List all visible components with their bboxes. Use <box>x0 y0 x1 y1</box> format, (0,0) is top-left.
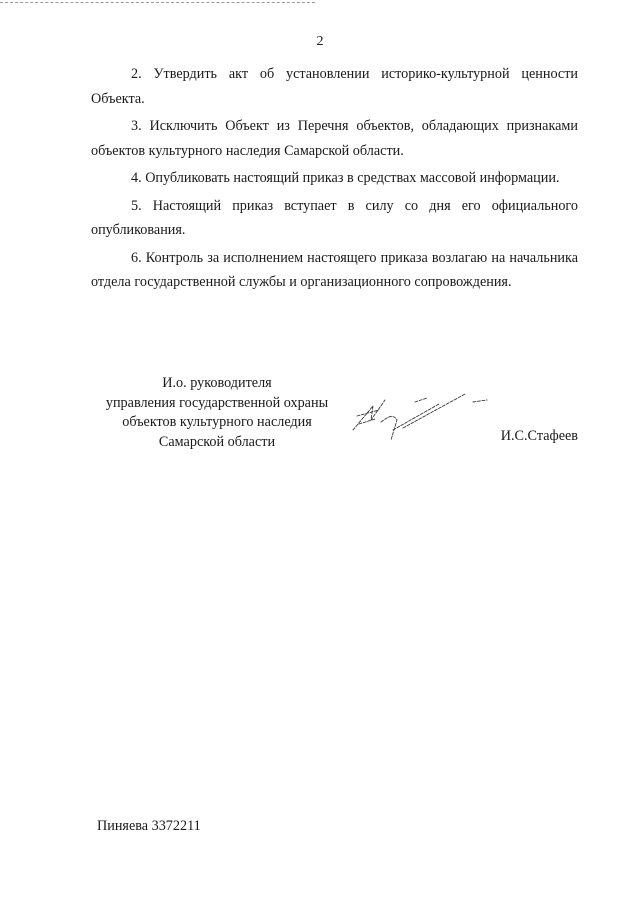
paragraph-approve-act: 2. Утвердить акт об установлении историко-культурной ценности Объекта. <box>91 66 578 107</box>
signatory-title-line: Самарской области <box>158 433 276 450</box>
signatory-title <box>86 374 348 452</box>
page-number: 2 <box>316 34 324 49</box>
paragraph-exclude-object: 3. Исключить Объект из Перечня объектов, обладающих признаками объектов культурного наследия Самарской области. <box>91 118 578 159</box>
handwritten-signature <box>345 386 495 446</box>
paragraph-entry-into-force: 5. Настоящий приказ вступает в силу со дня его официального опубликования. <box>91 197 578 238</box>
signatory-title-line: объектов культурного наследия <box>122 414 312 430</box>
signatory-title-line: управления государственной охраны <box>105 394 329 411</box>
signatory-title-line: И.о. руководителя <box>162 375 272 391</box>
document-body <box>91 62 578 295</box>
executor-note: Пиняева 3372211 <box>97 818 201 834</box>
paragraph-publish: 4. Опубликовать настоящий приказ в средствах массовой информации. <box>131 170 560 186</box>
paragraph-control: 6. Контроль за исполнением настоящего приказа возлагаю на начальника отдела государственной службы и организационного сопровождения. <box>91 249 578 290</box>
signer-name: И.С.Стафеев <box>500 428 578 444</box>
top-dashed-line <box>0 2 315 3</box>
